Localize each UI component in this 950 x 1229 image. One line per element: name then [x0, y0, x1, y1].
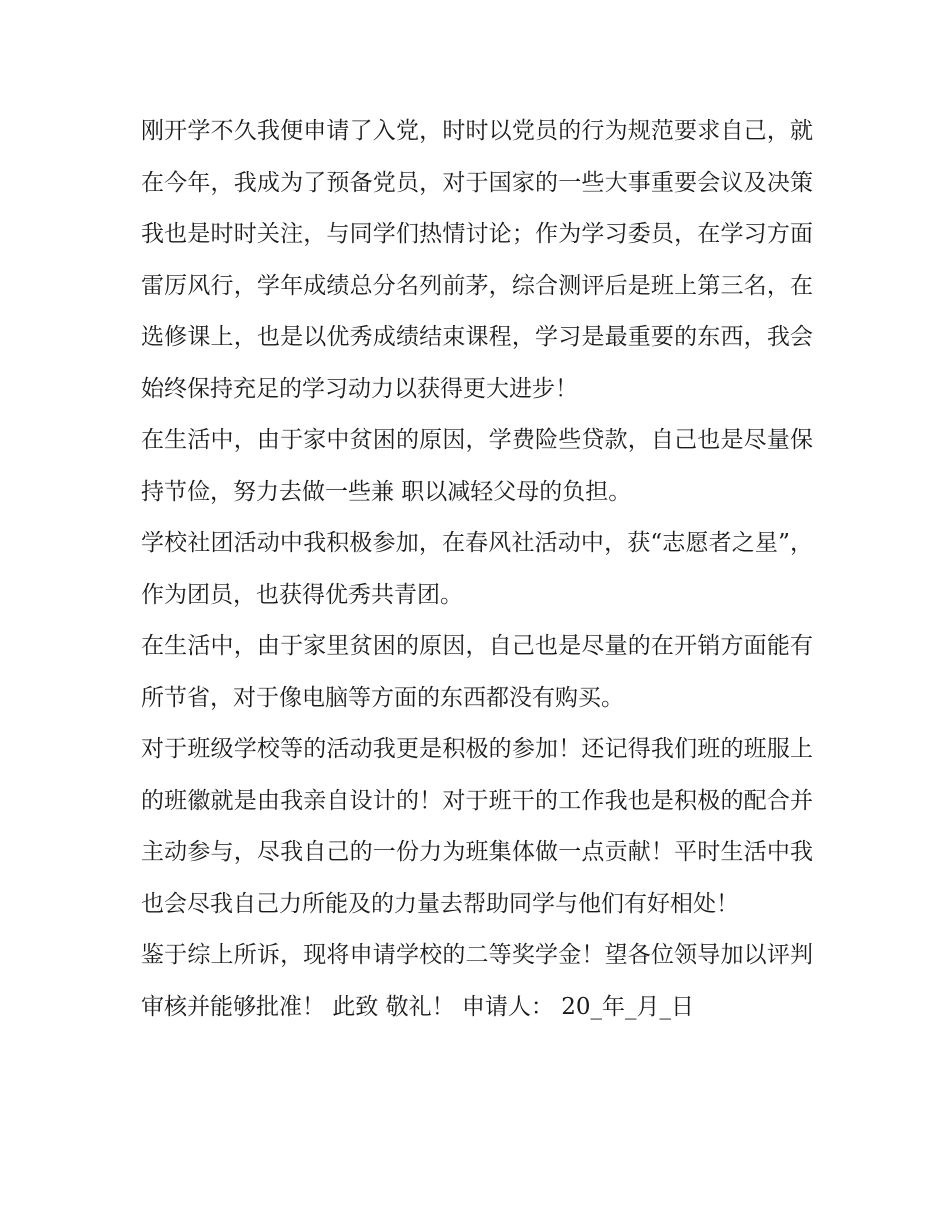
- document-body: [141, 106, 813, 1033]
- paragraph-spending: 在生活中，由于家里贫困的原因，自己也是尽量的在开销方面能有所节省，对于像电脑等方面的东西都没有购买。: [141, 633, 813, 711]
- paragraph-club-activities: 学校社团活动中我积极参加，在春风社活动中，获“志愿者之星”，作为团员，也获得优秀共青团。: [141, 530, 813, 608]
- paragraph-party-and-study: 刚开学不久我便申请了入党，时时以党员的行为规范要求自己，就在今年，我成为了预备党员，对于国家的一些大事重要会议及决策我也是时时关注，与同学们热情讨论；作为学习委员，在学习方面雷厉风行，学年成绩总分名列前茅，综合测评后是班上第三名，在选修课上，也是以优秀成绩结束课程，学习是最重要的东西，我会始终保持充足的学习动力以获得更大进步！: [141, 118, 813, 402]
- paragraph-life-frugality: 在生活中，由于家中贫困的原因，学费险些贷款，自己也是尽量保持节俭，努力去做一些兼 职以减轻父母的负担。: [141, 427, 813, 505]
- paragraph-class-activities: 对于班级学校等的活动我更是积极的参加！还记得我们班的班服上的班徽就是由我亲自设计的！对于班干的工作我也是积极的配合并主动参与，尽我自己的一份力为班集体做一点贡献！平时生活中我也会尽我自己力所能及的力量去帮助同学与他们有好相处！: [141, 736, 813, 917]
- paragraph-closing-signature: 鉴于综上所诉，现将申请学校的二等奖学金！望各位领导加以评判审核并能够批准！ 此致 敬礼！ 申请人： 20_年_月_日: [141, 942, 813, 1020]
